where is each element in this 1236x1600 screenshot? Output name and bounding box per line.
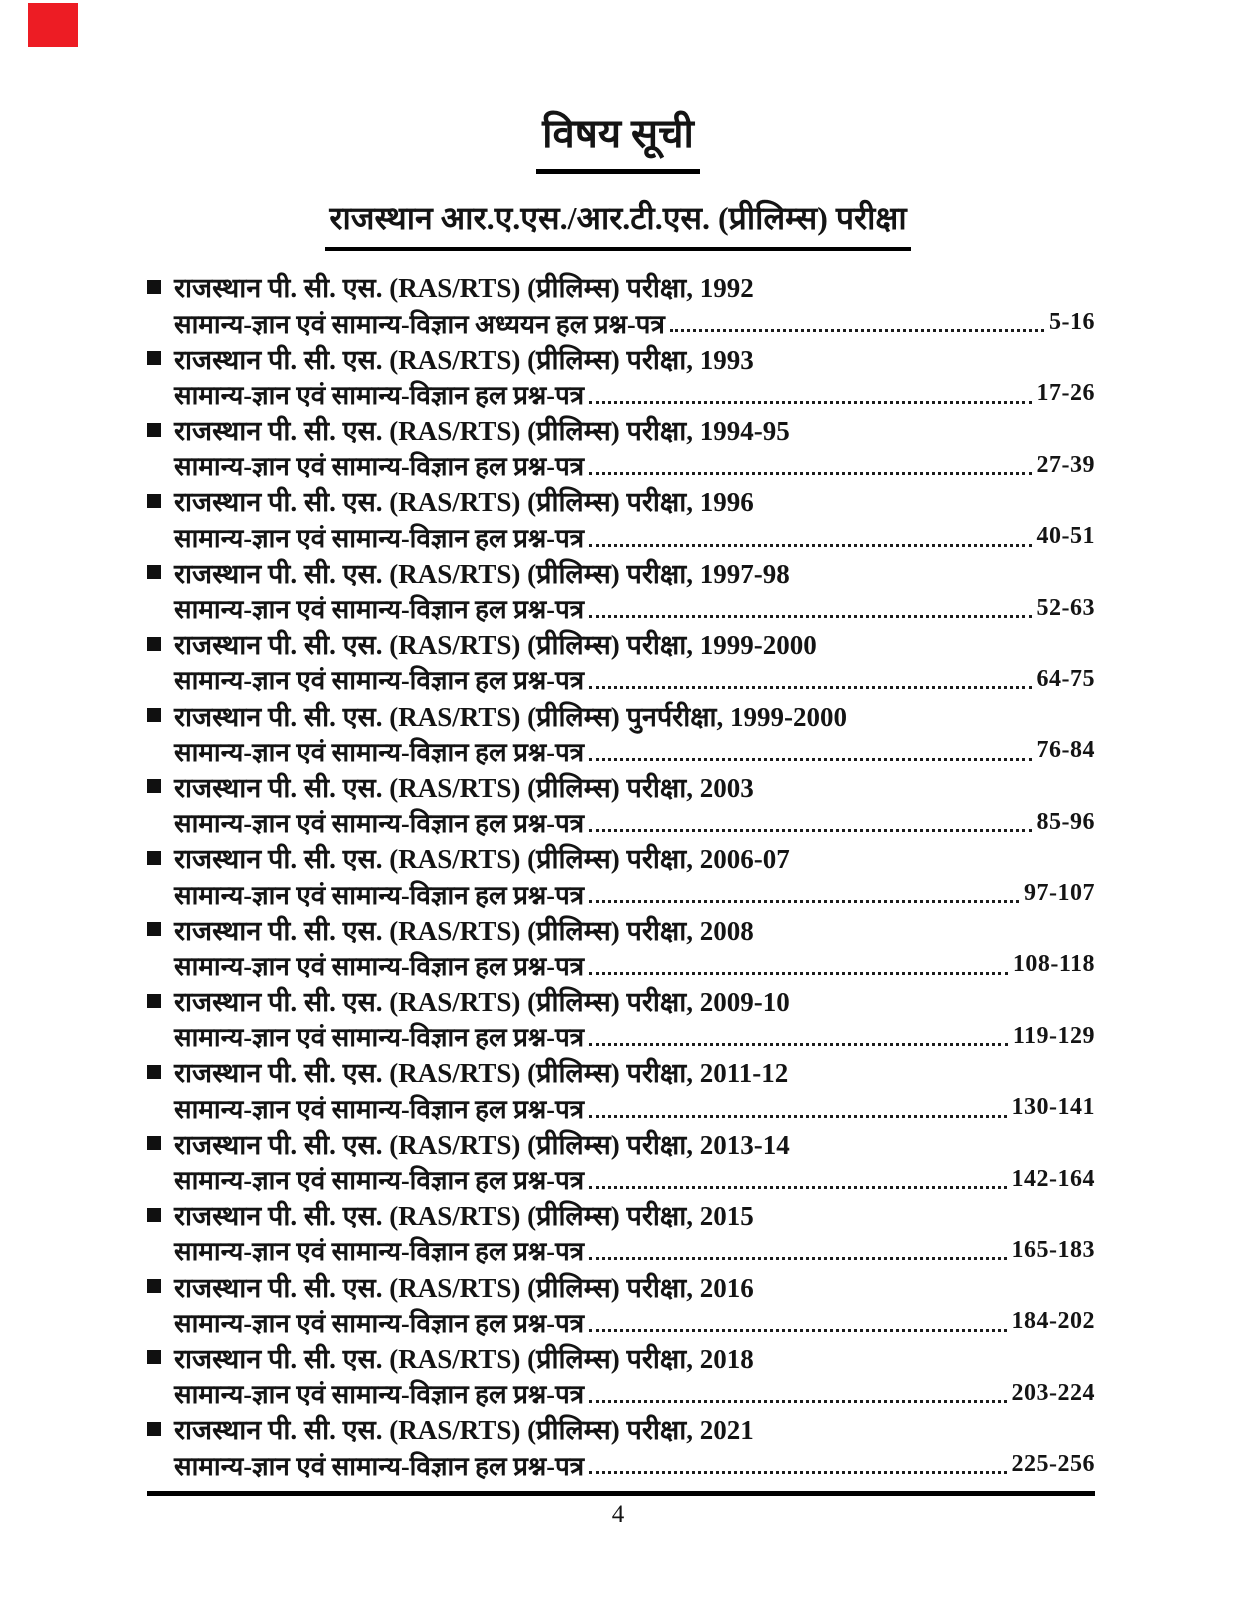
toc-entry-pages: 52-63 <box>1036 594 1095 621</box>
square-bullet-icon <box>147 1136 161 1150</box>
toc-entry-subtitle-row <box>147 1161 1095 1197</box>
square-bullet-icon <box>147 1208 161 1222</box>
square-bullet-icon <box>147 994 161 1008</box>
section-heading-text: राजस्थान आर.ए.एस./आर.टी.एस. (प्रीलिम्स) परीक्षा <box>325 196 910 251</box>
toc-entry-subtitle: सामान्य-ज्ञान एवं सामान्य-विज्ञान हल प्रश्न-पत्र <box>174 1166 585 1196</box>
toc-entry-title: राजस्थान पी. सी. एस. (RAS/RTS) (प्रीलिम्स) परीक्षा, 1996 <box>174 487 754 518</box>
toc-entry-subtitle: सामान्य-ज्ञान एवं सामान्य-विज्ञान हल प्रश्न-पत्र <box>174 595 585 625</box>
toc-entry-pages: 119-129 <box>1012 1022 1095 1049</box>
toc-entry-title-row <box>147 1054 1095 1090</box>
toc-entry-pages: 184-202 <box>1011 1308 1095 1335</box>
toc-entry-title-row <box>147 626 1095 662</box>
toc-entry-subtitle-row <box>147 1233 1095 1269</box>
toc-entry-title-row <box>147 555 1095 591</box>
toc-entry-subtitle-row <box>147 1090 1095 1126</box>
toc-entry-title-row <box>147 269 1095 305</box>
toc-entry <box>147 340 1095 411</box>
toc-entry-pages: 76-84 <box>1036 737 1095 764</box>
toc-entry-pages: 40-51 <box>1036 523 1095 550</box>
toc-entry-pages: 97-107 <box>1024 880 1095 907</box>
toc-entry-title: राजस्थान पी. सी. एस. (RAS/RTS) (प्रीलिम्स) परीक्षा, 1999-2000 <box>174 630 817 661</box>
toc-entry <box>147 483 1095 554</box>
square-bullet-icon <box>147 1422 161 1436</box>
toc-entry-subtitle: सामान्य-ज्ञान एवं सामान्य-विज्ञान हल प्रश्न-पत्र <box>174 1237 585 1267</box>
dotted-leader <box>584 1447 1011 1483</box>
toc-entry-subtitle-row <box>147 876 1095 912</box>
dotted-leader <box>584 662 1036 698</box>
toc-entry-title-row <box>147 1411 1095 1447</box>
toc-entry-title: राजस्थान पी. सी. एस. (RAS/RTS) (प्रीलिम्स) पुनर्परीक्षा, 1999-2000 <box>174 701 848 732</box>
toc-entry-pages: 5-16 <box>1049 309 1095 336</box>
toc-entry-title-row <box>147 1340 1095 1376</box>
square-bullet-icon <box>147 851 161 865</box>
dotted-leader <box>584 947 1013 983</box>
square-bullet-icon <box>147 708 161 722</box>
dotted-leader <box>584 376 1036 412</box>
toc-entry-subtitle-row <box>147 447 1095 483</box>
toc-entry <box>147 983 1095 1054</box>
toc-entry <box>147 626 1095 697</box>
toc-entry-subtitle-row <box>147 1375 1095 1411</box>
footer-rule <box>147 1491 1095 1496</box>
toc-entry-title: राजस्थान पी. सी. एस. (RAS/RTS) (प्रीलिम्स) परीक्षा, 2015 <box>174 1201 754 1232</box>
toc-entry <box>147 1340 1095 1411</box>
dotted-leader <box>584 1304 1011 1340</box>
toc-entry-subtitle: सामान्य-ज्ञान एवं सामान्य-विज्ञान हल प्रश्न-पत्र <box>174 1308 585 1338</box>
toc-entry-title-row <box>147 769 1095 805</box>
toc-entry-title: राजस्थान पी. सी. एस. (RAS/RTS) (प्रीलिम्स) परीक्षा, 1993 <box>174 344 754 375</box>
toc-entry-pages: 142-164 <box>1011 1165 1095 1192</box>
toc-entry-pages: 85-96 <box>1036 808 1095 835</box>
toc-entry-subtitle: सामान्य-ज्ञान एवं सामान्य-विज्ञान हल प्रश्न-पत्र <box>174 523 585 553</box>
toc-entry-subtitle: सामान्य-ज्ञान एवं सामान्य-विज्ञान हल प्रश्न-पत्र <box>174 666 585 696</box>
toc-entry-subtitle-row <box>147 1304 1095 1340</box>
toc-entry-pages: 108-118 <box>1012 951 1095 978</box>
toc-entry-title: राजस्थान पी. सी. एस. (RAS/RTS) (प्रीलिम्स) परीक्षा, 2013-14 <box>174 1129 790 1160</box>
dotted-leader <box>584 1233 1011 1269</box>
toc-entry-title: राजस्थान पी. सी. एस. (RAS/RTS) (प्रीलिम्स) परीक्षा, 2011-12 <box>174 1058 789 1089</box>
dotted-leader <box>584 1161 1011 1197</box>
dotted-leader <box>665 305 1049 341</box>
toc-entry-title: राजस्थान पी. सी. एस. (RAS/RTS) (प्रीलिम्स) परीक्षा, 2016 <box>174 1272 754 1303</box>
toc-entry <box>147 697 1095 768</box>
toc-entry <box>147 1126 1095 1197</box>
toc-entry-subtitle-row <box>147 590 1095 626</box>
square-bullet-icon <box>147 280 161 294</box>
toc-entry-title-row <box>147 483 1095 519</box>
toc-entry-title: राजस्थान पी. सी. एस. (RAS/RTS) (प्रीलिम्स) परीक्षा, 1997-98 <box>174 558 790 589</box>
dotted-leader <box>584 1090 1011 1126</box>
toc-entry-title: राजस्थान पी. सी. एस. (RAS/RTS) (प्रीलिम्स) परीक्षा, 2021 <box>174 1415 754 1446</box>
toc-entry-subtitle-row <box>147 519 1095 555</box>
toc-entry-subtitle: सामान्य-ज्ञान एवं सामान्य-विज्ञान हल प्रश्न-पत्र <box>174 880 585 910</box>
toc-entry-subtitle: सामान्य-ज्ञान एवं सामान्य-विज्ञान हल प्रश्न-पत्र <box>174 1451 585 1481</box>
toc-entry-subtitle: सामान्य-ज्ञान एवं सामान्य-विज्ञान हल प्रश्न-पत्र <box>174 452 585 482</box>
dotted-leader <box>584 1018 1013 1054</box>
toc-entry <box>147 555 1095 626</box>
toc-entry-title-row <box>147 412 1095 448</box>
toc-entry-subtitle: सामान्य-ज्ञान एवं सामान्य-विज्ञान हल प्रश्न-पत्र <box>174 1023 585 1053</box>
square-bullet-icon <box>147 922 161 936</box>
table-of-contents <box>147 269 1095 1482</box>
dotted-leader <box>584 519 1036 555</box>
toc-entry <box>147 1054 1095 1125</box>
toc-entry-title-row <box>147 1126 1095 1162</box>
dotted-leader <box>584 590 1036 626</box>
toc-entry-title: राजस्थान पी. सी. एस. (RAS/RTS) (प्रीलिम्स) परीक्षा, 1992 <box>174 273 754 304</box>
toc-entry-pages: 165-183 <box>1011 1236 1095 1263</box>
toc-entry <box>147 269 1095 340</box>
square-bullet-icon <box>147 565 161 579</box>
toc-entry-title-row <box>147 1268 1095 1304</box>
toc-entry-title: राजस्थान पी. सी. एस. (RAS/RTS) (प्रीलिम्स) परीक्षा, 2006-07 <box>174 844 790 875</box>
dotted-leader <box>584 876 1024 912</box>
toc-entry-subtitle-row <box>147 305 1095 341</box>
toc-entry-subtitle-row <box>147 376 1095 412</box>
square-bullet-icon <box>147 1279 161 1293</box>
toc-entry-title: राजस्थान पी. सी. एस. (RAS/RTS) (प्रीलिम्स) परीक्षा, 2009-10 <box>174 987 790 1018</box>
toc-entry-pages: 17-26 <box>1036 380 1095 407</box>
toc-entry-pages: 130-141 <box>1011 1094 1095 1121</box>
toc-entry-subtitle: सामान्य-ज्ञान एवं सामान्य-विज्ञान हल प्रश्न-पत्र <box>174 951 585 981</box>
toc-entry-title-row <box>147 983 1095 1019</box>
dotted-leader <box>584 447 1036 483</box>
toc-entry-subtitle-row <box>147 947 1095 983</box>
square-bullet-icon <box>147 637 161 651</box>
toc-entry-pages: 27-39 <box>1036 451 1095 478</box>
toc-entry-title-row <box>147 697 1095 733</box>
toc-entry <box>147 1197 1095 1268</box>
dotted-leader <box>584 804 1036 840</box>
square-bullet-icon <box>147 351 161 365</box>
toc-entry-subtitle: सामान्य-ज्ञान एवं सामान्य-विज्ञान हल प्रश्न-पत्र <box>174 1094 585 1124</box>
toc-entry-title-row <box>147 340 1095 376</box>
dotted-leader <box>584 1375 1011 1411</box>
toc-entry-subtitle: सामान्य-ज्ञान एवं सामान्य-विज्ञान हल प्रश्न-पत्र <box>174 380 585 410</box>
toc-entry-subtitle: सामान्य-ज्ञान एवं सामान्य-विज्ञान अध्ययन हल प्रश्न-पत्र <box>174 309 665 339</box>
red-corner-marker <box>28 3 78 47</box>
toc-entry-subtitle: सामान्य-ज्ञान एवं सामान्य-विज्ञान हल प्रश्न-पत्र <box>174 1380 585 1410</box>
toc-entry <box>147 840 1095 911</box>
toc-entry-title-row <box>147 911 1095 947</box>
page-title <box>0 0 1236 174</box>
square-bullet-icon <box>147 494 161 508</box>
toc-entry-subtitle: सामान्य-ज्ञान एवं सामान्य-विज्ञान हल प्रश्न-पत्र <box>174 809 585 839</box>
square-bullet-icon <box>147 1065 161 1079</box>
toc-entry <box>147 769 1095 840</box>
toc-entry-subtitle-row <box>147 733 1095 769</box>
page-title-text: विषय सूची <box>536 104 700 174</box>
section-heading <box>0 196 1236 251</box>
toc-entry-subtitle-row <box>147 804 1095 840</box>
toc-entry <box>147 1411 1095 1482</box>
toc-entry-title: राजस्थान पी. सी. एस. (RAS/RTS) (प्रीलिम्स) परीक्षा, 2008 <box>174 915 754 946</box>
toc-entry <box>147 1268 1095 1339</box>
square-bullet-icon <box>147 423 161 437</box>
toc-entry-title-row <box>147 840 1095 876</box>
toc-entry-pages: 64-75 <box>1036 665 1095 692</box>
toc-entry-subtitle-row <box>147 662 1095 698</box>
toc-entry-pages: 203-224 <box>1011 1379 1095 1406</box>
toc-entry-subtitle: सामान्य-ज्ञान एवं सामान्य-विज्ञान हल प्रश्न-पत्र <box>174 737 585 767</box>
toc-entry-title: राजस्थान पी. सी. एस. (RAS/RTS) (प्रीलिम्स) परीक्षा, 2003 <box>174 772 754 803</box>
toc-entry-subtitle-row <box>147 1018 1095 1054</box>
toc-entry-subtitle-row <box>147 1447 1095 1483</box>
page-number: 4 <box>611 1501 625 1529</box>
dotted-leader <box>584 733 1036 769</box>
square-bullet-icon <box>147 779 161 793</box>
toc-entry <box>147 911 1095 982</box>
toc-entry-title-row <box>147 1197 1095 1233</box>
toc-entry-title: राजस्थान पी. सी. एस. (RAS/RTS) (प्रीलिम्स) परीक्षा, 2018 <box>174 1343 754 1374</box>
toc-entry <box>147 412 1095 483</box>
toc-entry-title: राजस्थान पी. सी. एस. (RAS/RTS) (प्रीलिम्स) परीक्षा, 1994-95 <box>174 416 790 447</box>
square-bullet-icon <box>147 1350 161 1364</box>
toc-entry-pages: 225-256 <box>1011 1451 1095 1478</box>
